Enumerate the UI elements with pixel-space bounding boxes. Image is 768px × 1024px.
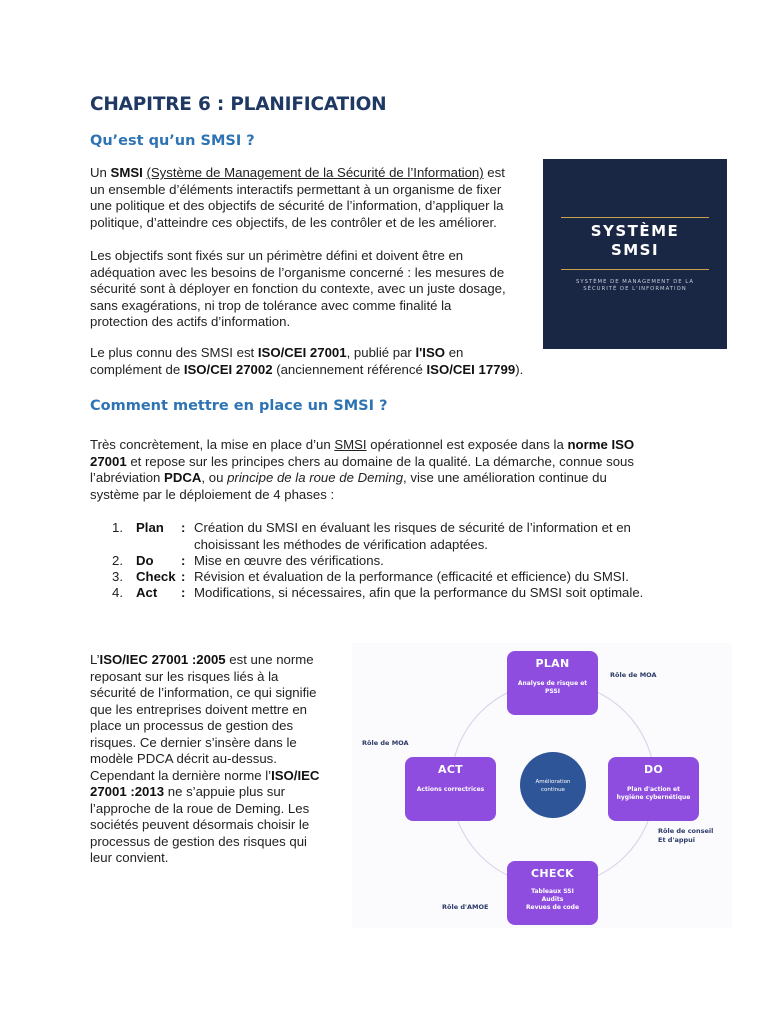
- smsi-image-subtitle-line2: SÉCURITÉ DE L'INFORMATION: [583, 286, 687, 292]
- node-plan-subtitle: Analyse de risque et PSSI: [517, 680, 588, 695]
- smsi-objectives-paragraph: Les objectifs sont fixés sur un périmètre défini et doivent être en adéquation avec les besoins de l’organisme concerné : les mesures de sécurité sont à déployer en fonction du contexte, avec un juste dosage, sans exagérations, ni trop de tolérance avec comme finalité la protection des actifs d’information.: [90, 248, 506, 329]
- list-number: 4.: [112, 585, 123, 600]
- gold-divider-top: [561, 217, 709, 218]
- list-term: Plan: [136, 520, 164, 535]
- pdca-intro-paragraph: Très concrètement, la mise en place d’un SMSI opérationnel est exposée dans la norme ISO 27001 et repose sur les principes chers au domaine de la qualité. La démarche, connue sous l’abréviation PDCA, ou principe de la roue de Deming, vise une amélioration continue du système par le déploiement de 4 phases :: [90, 437, 635, 502]
- list-colon: :: [181, 585, 186, 600]
- list-term: Check: [136, 569, 176, 584]
- node-do-title: DO: [643, 763, 664, 776]
- role-moa-left: Rôle de MOA: [362, 739, 409, 747]
- role-amoe: Rôle d'AMOE: [442, 903, 489, 911]
- node-act: [405, 757, 496, 821]
- smsi-image-title-line2: SMSI: [610, 241, 660, 259]
- list-item-check: [112, 569, 712, 586]
- list-item-do: [112, 553, 712, 570]
- list-item-plan: [112, 520, 712, 553]
- list-item-act: [112, 585, 712, 602]
- chapter-title: CHAPITRE 6 : PLANIFICATION: [90, 94, 387, 115]
- pdca-cycle-diagram: [352, 643, 732, 928]
- iso-27001-paragraph: L’ISO/IEC 27001 :2005 est une norme reposant sur les risques liés à la sécurité de l’information, ce qui signifie que les entreprises doivent mettre en place un processus de gestion des risques. Ce dernier s’insère dans le modèle PDCA décrit au-dessus. Cependant la dernière norme l’ISO/IEC 27001 :2013 ne s’appuie plus sur l’approche de la roue de Deming. Les sociétés peuvent désormais choisir le processus de gestion des risques qui leur convient.: [90, 652, 320, 865]
- section-heading-how-to-setup: Comment mettre en place un SMSI ?: [90, 398, 388, 414]
- node-do-subtitle: Plan d'action et hygiène cybernétique: [616, 786, 691, 801]
- node-check: [507, 861, 598, 925]
- node-check-title: CHECK: [531, 867, 574, 880]
- node-do: [608, 757, 699, 821]
- node-act-title: ACT: [438, 763, 463, 776]
- list-number: 1.: [112, 520, 123, 535]
- role-conseil: Rôle de conseil Et d'appui: [658, 827, 714, 844]
- list-number: 3.: [112, 569, 123, 584]
- gold-divider-bottom: [561, 269, 709, 270]
- list-term: Do: [136, 553, 154, 568]
- smsi-definition-paragraph: Un SMSI (Système de Management de la Sécurité de l’Information) est un ensemble d’éléments interactifs permettant à un organisme de fixer une politique et des objectifs de sécurité de l’information, d’appliquer la politique, d’atteindre ces objectifs, de les contrôler et de les améliorer.: [90, 165, 505, 230]
- smsi-image-title-line1: SYSTÈME: [590, 222, 680, 240]
- section-heading-what-is-smsi: Qu’est qu’un SMSI ?: [90, 133, 255, 149]
- list-colon: :: [181, 569, 186, 584]
- smsi-iso-paragraph: Le plus connu des SMSI est ISO/CEI 27001, publié par l'ISO en complément de ISO/CEI 27002 (anciennement référencé ISO/CEI 17799).: [90, 345, 524, 377]
- smsi-link[interactable]: SMSI: [334, 437, 367, 452]
- list-colon: :: [181, 520, 186, 535]
- smsi-definition-link[interactable]: (Système de Management de la Sécurité de l’Information): [146, 165, 484, 180]
- role-moa-top: Rôle de MOA: [610, 671, 657, 679]
- list-colon: :: [181, 553, 186, 568]
- list-description: Modifications, si nécessaires, afin que la performance du SMSI soit optimale.: [194, 585, 644, 600]
- list-description: Révision et évaluation de la performance (efficacité et efficience) du SMSI.: [194, 569, 629, 584]
- center-continuous-improvement: Amélioration continue: [520, 752, 586, 818]
- list-term: Act: [136, 585, 158, 600]
- list-number: 2.: [112, 553, 123, 568]
- smsi-image-subtitle-line1: SYSTÈME DE MANAGEMENT DE LA: [576, 279, 694, 285]
- node-plan-title: PLAN: [535, 657, 570, 670]
- list-description: Mise en œuvre des vérifications.: [194, 553, 384, 568]
- smsi-cover-image: [543, 159, 727, 349]
- node-act-subtitle: Actions correctrices: [416, 786, 485, 793]
- node-check-subtitle: Tableaux SSI Audits Revues de code: [525, 888, 580, 911]
- list-description: Création du SMSI en évaluant les risques de sécurité de l’information et en choisissant les méthodes de vérification adaptées.: [194, 520, 631, 552]
- node-plan: [507, 651, 598, 715]
